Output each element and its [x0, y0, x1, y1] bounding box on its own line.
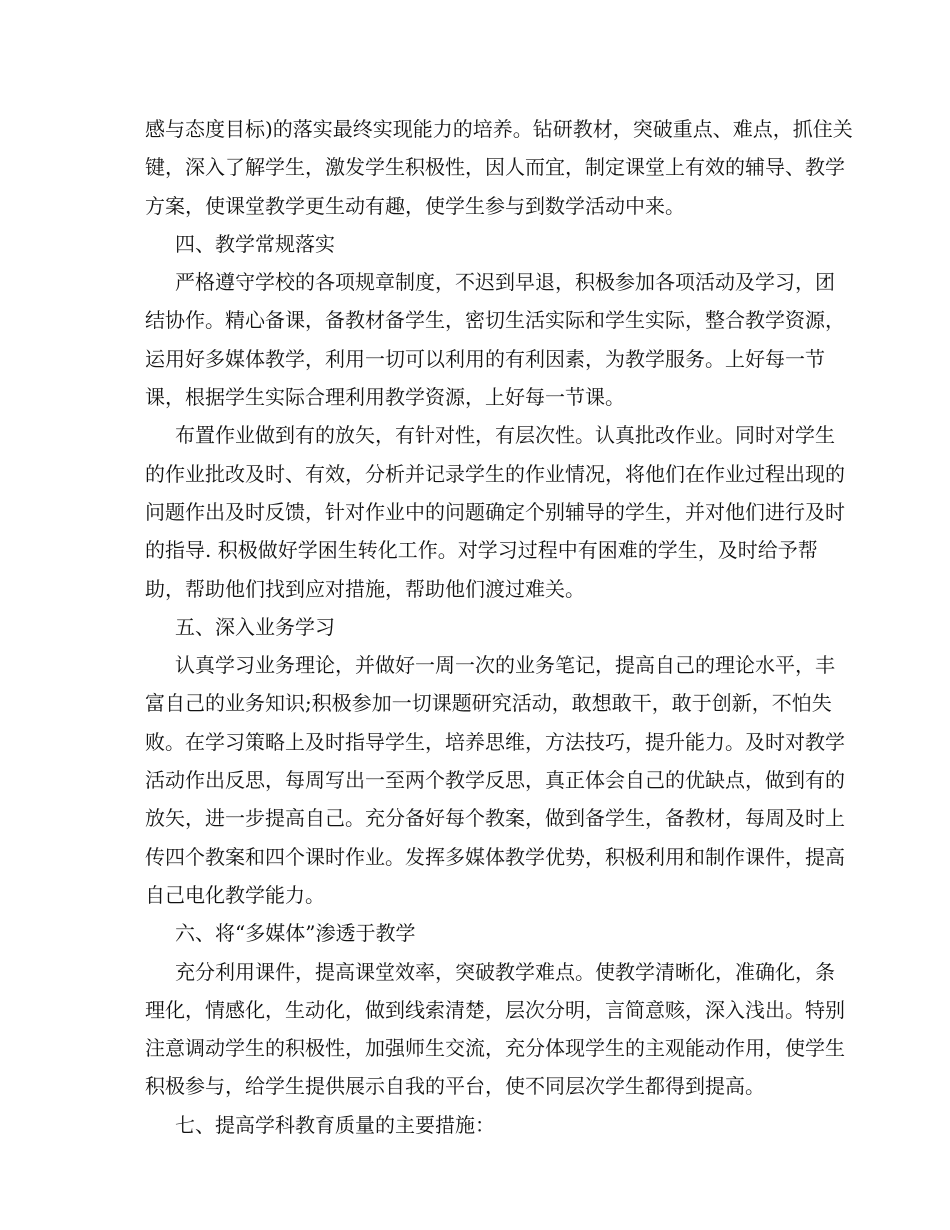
- text-line: 布置作业做到有的放矢，有针对性，有层次性。认真批改作业。同时对学生: [175, 423, 835, 448]
- document-page: [145, 110, 853, 1144]
- text-line: 六、将“多媒体”渗透于教学: [175, 921, 416, 946]
- text-line: 七、提高学科教育质量的主要措施：: [175, 1112, 495, 1137]
- text-line: 的作业批改及时、有效，分析并记录学生的作业情况，将他们在作业过程出现的: [145, 461, 845, 486]
- text-line: 积极参与，给学生提供展示自我的平台，使不同层次学生都得到提高。: [145, 1074, 765, 1099]
- text-line: 问题作出及时反馈，针对作业中的问题确定个别辅导的学生，并对他们进行及时: [145, 499, 845, 524]
- text-line: 五、深入业务学习: [175, 614, 335, 639]
- text-line: 键，深入了解学生，激发学生积极性，因人而宜，制定课堂上有效的辅导、教学: [145, 155, 845, 180]
- text-line: 自己电化教学能力。: [145, 882, 325, 907]
- text-line: 四、教学常规落实: [175, 231, 335, 256]
- text-line: 方案，使课堂教学更生动有趣，使学生参与到数学活动中来。: [145, 193, 685, 218]
- text-line: 感与态度目标)的落实最终实现能力的培养。钻研教材，突破重点、难点，抓住关: [145, 117, 853, 141]
- text-line: 富自己的业务知识;积极参加一切课题研究活动，敢想敢干，敢于创新，不怕失: [145, 691, 832, 716]
- text-line: 严格遵守学校的各项规章制度，不迟到早退，积极参加各项活动及学习，团: [175, 270, 835, 295]
- text-line: 放矢，进一步提高自己。充分备好每个教案，做到备学生，备教材，每周及时上: [145, 806, 845, 831]
- text-line: 运用好多媒体教学，利用一切可以利用的有利因素，为教学服务。上好每一节: [145, 346, 825, 371]
- text-line: 的指导. 积极做好学困生转化工作。对学习过程中有困难的学生，及时给予帮: [145, 538, 818, 563]
- text-line: 败。在学习策略上及时指导学生，培养思维，方法技巧，提升能力。及时对教学: [145, 729, 845, 754]
- text-line: 活动作出反思，每周写出一至两个教学反思，真正体会自己的优缺点，做到有的: [145, 768, 845, 793]
- text-line: 课，根据学生实际合理利用教学资源，上好每一节课。: [145, 385, 625, 410]
- text-line: 注意调动学生的积极性，加强师生交流，充分体现学生的主观能动作用，使学生: [145, 1036, 845, 1061]
- text-line: 充分利用课件，提高课堂效率，突破教学难点。使教学清晰化，准确化，条: [175, 959, 835, 984]
- text-line: 传四个教案和四个课时作业。发挥多媒体教学优势，积极利用和制作课件，提高: [145, 844, 845, 869]
- text-line: 理化，情感化，生动化，做到线索清楚，层次分明，言简意赅，深入浅出。特别: [145, 997, 845, 1022]
- text-line: 认真学习业务理论，并做好一周一次的业务笔记，提高自己的理论水平，丰: [175, 653, 835, 678]
- text-line: 助，帮助他们找到应对措施，帮助他们渡过难关。: [145, 576, 585, 601]
- text-line: 结协作。精心备课，备教材备学生，密切生活实际和学生实际，整合教学资源，: [145, 308, 845, 333]
